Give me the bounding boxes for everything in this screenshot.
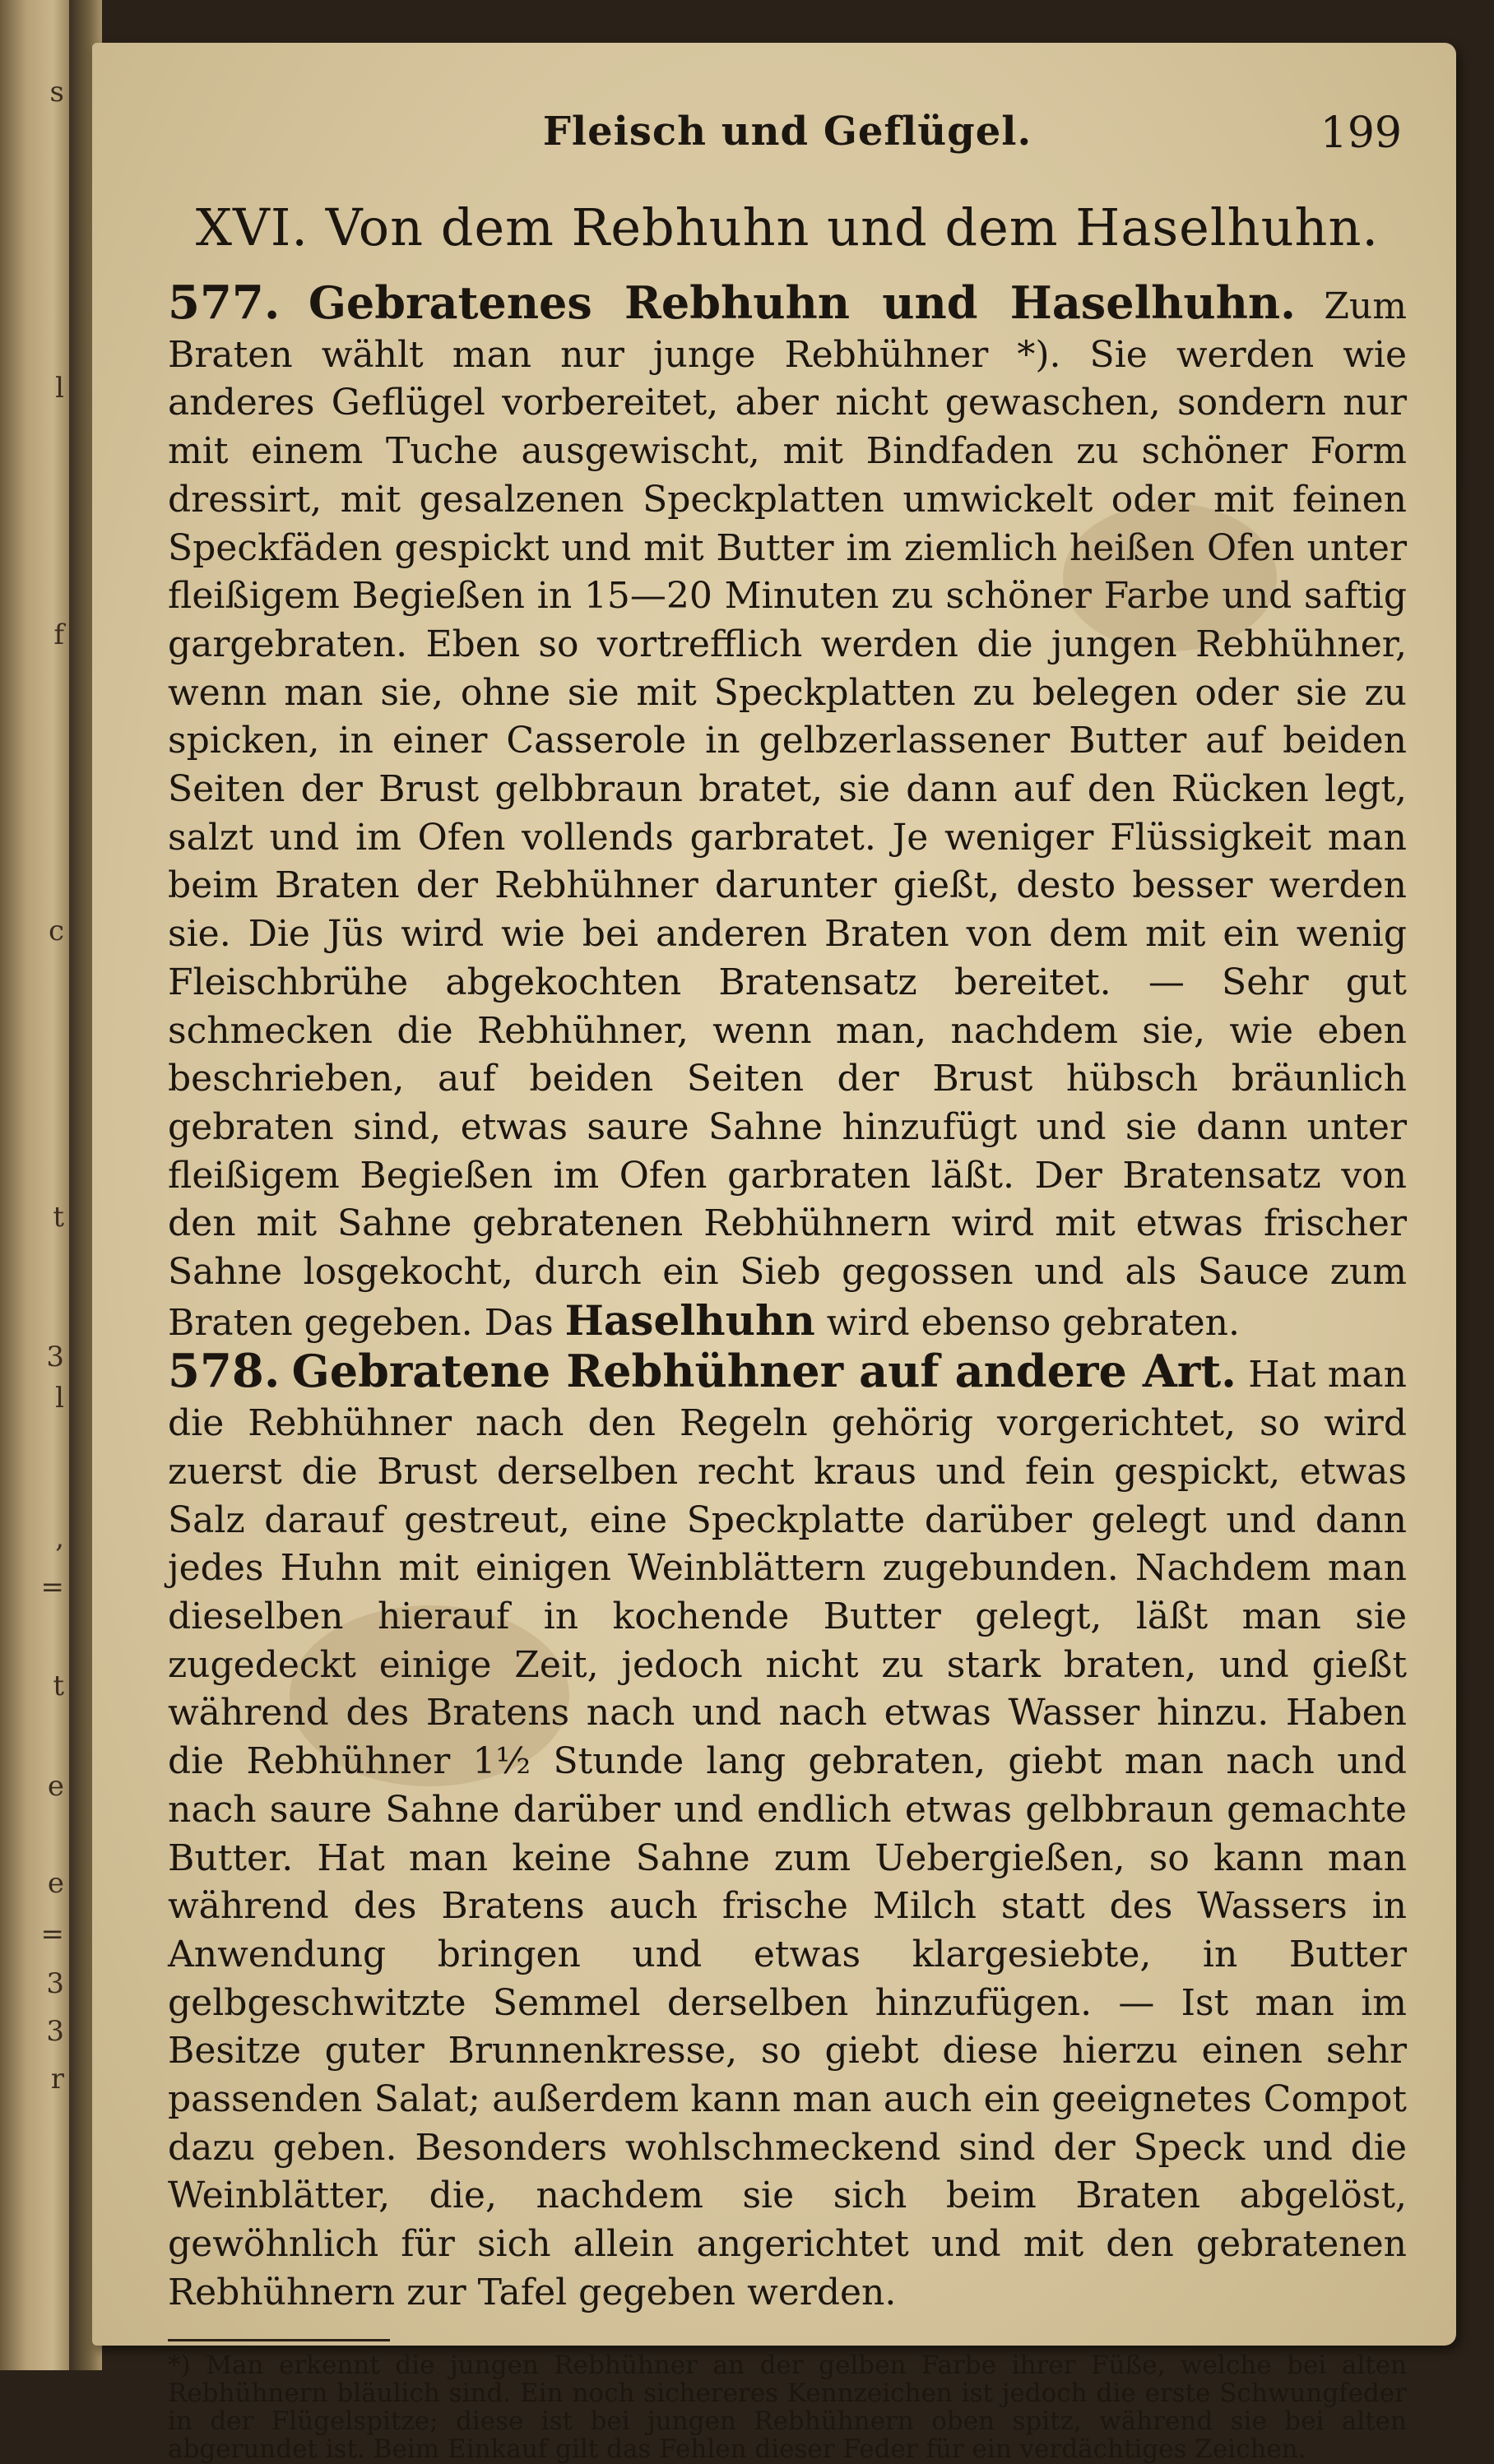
previous-page-fragment: 3 xyxy=(46,1341,64,1373)
previous-page-fragment: f xyxy=(53,618,64,651)
recipe-577 xyxy=(168,276,1407,1347)
page-number: 199 xyxy=(1320,109,1402,158)
recipe-body-end: wird ebenso gebraten. xyxy=(826,1301,1240,1344)
previous-page-fragment: t xyxy=(53,1670,64,1702)
page-text xyxy=(168,109,1407,2463)
recipe-number: 578. xyxy=(168,1344,281,1399)
previous-page-fragment: = xyxy=(40,1571,64,1604)
previous-page-fragment: t xyxy=(53,1201,64,1234)
recipe-emphasis: Haselhuhn xyxy=(564,1295,815,1345)
previous-page-fragment: 3 xyxy=(46,1967,64,2000)
recipe-body: Zum Braten wählt man nur junge Rebhühner *). Sie werden wie anderes Geflügel vorbereitet, aber nicht gewaschen, sondern nur mit einem Tuche ausgewischt, mit Bindfaden zu schöner Form dressirt, mit gesalzenen Speckplatten umwickelt oder mit feinen Speckfäden gespickt und mit Butter im ziemlich heißen Ofen unter fleißigem Begießen in 15—20 Minuten zu schöner Farbe und saftig gargebraten. Eben so vortrefflich werden die jungen Rebhühner, wenn man sie, ohne sie mit Speckplatten zu belegen oder sie zu spicken, in einer Casserole in gelbzerlassener Butter auf beiden Seiten der Brust gelbbraun bratet, sie dann auf den Rücken legt, salzt und im Ofen vollends garbratet. Je weniger Flüssigkeit man beim Braten der Rebhühner darunter gießt, desto besser werden sie. Die Jüs wird wie bei anderen Braten von dem mit ein wenig Fleischbrühe abgekochten Bratensatz bereitet. — Sehr gut schmecken die Rebhühner, wenn man, nachdem sie, wie eben beschrieben, auf beiden Seiten der Brust hübsch bräunlich gebraten sind, etwas saure Sahne hinzufügt und sie dann unter fleißigem Begießen im Ofen garbraten läßt. Der Bratensatz von den mit Sahne gebratenen Rebhühnern wird mit etwas frischer Sahne losgekocht, durch ein Sieb gegossen und als Sauce zum Braten gegeben. Das xyxy=(168,285,1407,1344)
previous-page-fragment: = xyxy=(40,1918,64,1951)
recipe-title: Gebratenes Rebhuhn und Haselhuhn. xyxy=(308,276,1296,329)
chapter-heading: XVI. Von dem Rebhuhn und dem Haselhuhn. xyxy=(195,197,1380,257)
running-title: Fleisch und Geflügel. xyxy=(542,109,1032,155)
previous-page-fragment: e xyxy=(47,1867,64,1900)
previous-page-fragment: 3 xyxy=(46,2015,64,2048)
recipe-body: Hat man die Rebhühner nach den Regeln gehörig vorgerichtet, so wird zuerst die Brust derselben recht kraus und fein gespickt, etwas Salz darauf gestreut, eine Speckplatte darüber gelegt und dann jedes Huhn mit einigen Weinblättern zugebunden. Nachdem man dieselben hierauf in kochende Butter gelegt, läßt man sie zugedeckt einige Zeit, jedoch nicht zu stark braten, und gießt während des Bratens nach und nach etwas Wasser hinzu. Haben die Rebhühner 1½ Stunde lang gebraten, giebt man nach und nach saure Sahne darüber und endlich etwas gelbbraun gemachte Butter. Hat man keine Sahne zum Uebergießen, so kann man während des Bratens auch frische Milch statt des Wassers in Anwendung bringen und etwas klargesiebte, in Butter gelbgeschwitzte Semmel derselben hinzufügen. — Ist man im Besitze guter Brunnenkresse, so giebt diese hierzu einen sehr passenden Salat; außerdem kann man auch ein geeignetes Compot dazu geben. Besonders wohlschmeckend sind der Speck und die Weinblätter, die, nachdem sie sich beim Braten abgelöst, gewöhnlich für sich allein angerichtet und mit den gebratenen Rebhühnern zur Tafel gegeben werden. xyxy=(168,1354,1407,2313)
previous-page-fragment: r xyxy=(50,2063,64,2096)
previous-page-fragment: , xyxy=(55,1521,64,1554)
previous-page-fragment: s xyxy=(49,76,64,109)
previous-page-fragment: l xyxy=(55,1382,64,1415)
book-page xyxy=(92,43,1456,2464)
footnote: *) Man erkennt die jungen Rebhühner an der gelben Farbe ihrer Füße, welche bei alten Rebhühnern bläulich sind. Ein noch sichereres Kennzeichen ist jedoch die erste Schwungfeder in der Flügelspitze; diese ist bei jungen Rebhühnern oben spitz, während sie bei alten abgerundet ist. Beim Einkauf gilt das Fehlen dieser Feder für ein verdächtiges Zeichen. xyxy=(168,2350,1407,2464)
recipe-title: Gebratene Rebhühner auf andere Art. xyxy=(291,1345,1236,1398)
previous-page-fragment: c xyxy=(48,915,64,947)
previous-page-fragment: e xyxy=(47,1770,64,1803)
recipe-578 xyxy=(168,1344,1407,2317)
previous-page-fragment: l xyxy=(55,372,64,405)
recipe-number: 577. xyxy=(168,276,281,330)
previous-page-edge xyxy=(0,0,76,2370)
footnote-rule xyxy=(168,2339,390,2341)
running-head xyxy=(168,109,1407,174)
